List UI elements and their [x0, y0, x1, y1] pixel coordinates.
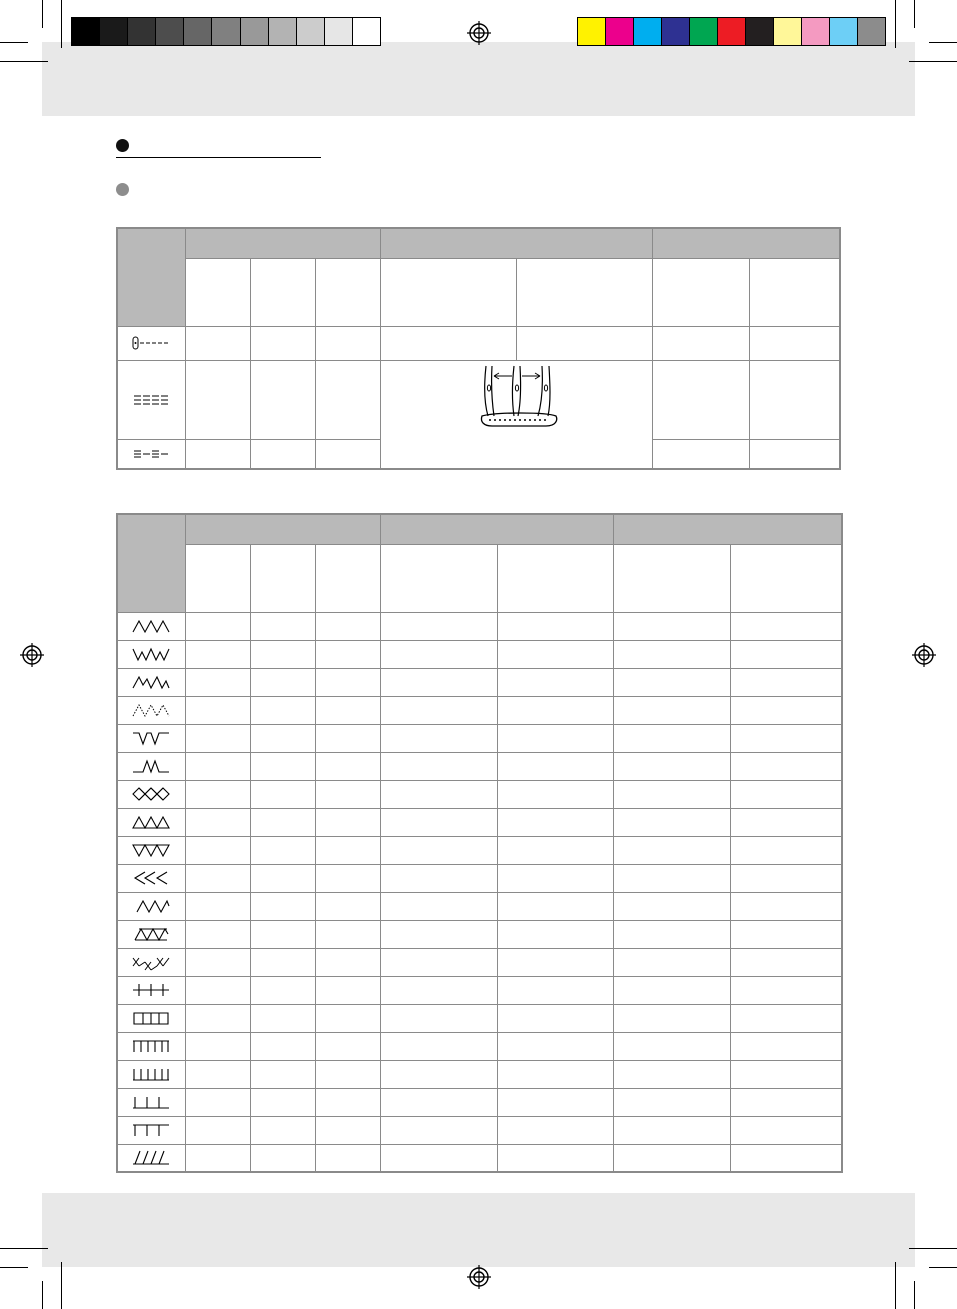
comb-up-stitch-icon — [117, 1060, 185, 1088]
data-cell — [613, 1088, 730, 1116]
triple-straight-dashed-stitch-icon — [117, 439, 185, 469]
data-cell — [380, 808, 497, 836]
color-swatch — [858, 18, 885, 45]
triple-straight-stitch-icon — [117, 360, 185, 439]
data-cell — [315, 1116, 380, 1144]
group-header-cell — [613, 514, 842, 544]
color-swatch — [606, 18, 634, 45]
color-swatch — [746, 18, 774, 45]
table-row — [117, 612, 842, 640]
color-swatch — [100, 18, 128, 45]
data-cell — [380, 864, 497, 892]
data-cell — [730, 612, 842, 640]
subheader-cell — [749, 258, 840, 326]
data-cell — [315, 836, 380, 864]
table-row — [117, 892, 842, 920]
data-cell — [380, 1060, 497, 1088]
data-cell — [315, 1088, 380, 1116]
data-cell — [250, 668, 315, 696]
data-cell — [250, 1032, 315, 1060]
data-cell — [250, 892, 315, 920]
data-cell — [250, 360, 315, 439]
table-row — [117, 1060, 842, 1088]
data-cell — [185, 752, 250, 780]
chevron-left-stitch-icon — [117, 864, 185, 892]
data-cell — [250, 976, 315, 1004]
table-row — [117, 864, 842, 892]
data-cell — [497, 752, 613, 780]
overlock-triangle-stitch-icon — [117, 920, 185, 948]
symbol-header-cell — [117, 228, 185, 326]
data-cell — [250, 920, 315, 948]
crop-mark — [61, 0, 62, 48]
data-cell — [185, 976, 250, 1004]
straight-stitch-table — [116, 227, 841, 470]
table-row — [117, 1032, 842, 1060]
subheader-cell — [315, 258, 380, 326]
subheader-cell — [380, 258, 516, 326]
subheader-cell — [516, 258, 652, 326]
data-cell — [250, 724, 315, 752]
data-cell — [380, 1116, 497, 1144]
data-cell — [185, 1116, 250, 1144]
table-row — [117, 640, 842, 668]
data-cell — [315, 752, 380, 780]
data-cell — [380, 1004, 497, 1032]
subheader-cell — [250, 258, 315, 326]
crop-mark — [0, 1248, 48, 1249]
table-row — [117, 948, 842, 976]
data-cell — [250, 1144, 315, 1172]
registration-mark-icon — [19, 642, 45, 668]
data-cell — [250, 439, 315, 469]
group-header-cell — [652, 228, 840, 258]
crop-mark — [895, 0, 896, 48]
data-cell — [250, 836, 315, 864]
color-swatch — [325, 18, 353, 45]
gray-calibration-swatches — [71, 17, 381, 46]
data-cell — [730, 724, 842, 752]
crop-mark — [914, 0, 915, 28]
data-cell — [315, 1004, 380, 1032]
table-row — [117, 696, 842, 724]
data-cell — [315, 1144, 380, 1172]
data-cell — [652, 326, 749, 360]
data-cell — [380, 1032, 497, 1060]
comb-down-stitch-icon — [117, 1032, 185, 1060]
data-cell — [730, 1004, 842, 1032]
data-cell — [315, 668, 380, 696]
box-frame-stitch-icon — [117, 1004, 185, 1032]
data-cell — [185, 696, 250, 724]
table-row — [117, 1116, 842, 1144]
data-cell — [613, 780, 730, 808]
zigzag-stitch-icon — [117, 612, 185, 640]
data-cell — [315, 920, 380, 948]
data-cell — [250, 864, 315, 892]
data-cell — [497, 864, 613, 892]
data-cell — [730, 640, 842, 668]
data-cell — [185, 1088, 250, 1116]
data-cell — [613, 1004, 730, 1032]
crop-mark — [42, 0, 43, 28]
data-cell — [613, 1060, 730, 1088]
data-cell — [250, 780, 315, 808]
data-cell — [380, 612, 497, 640]
data-cell — [250, 696, 315, 724]
data-cell — [185, 612, 250, 640]
data-cell — [380, 1088, 497, 1116]
data-cell — [613, 864, 730, 892]
data-cell — [497, 892, 613, 920]
data-cell — [315, 1032, 380, 1060]
table-row — [117, 808, 842, 836]
data-cell — [497, 640, 613, 668]
subheader-cell — [315, 544, 380, 612]
data-cell — [380, 326, 516, 360]
table-row — [117, 752, 842, 780]
color-swatch — [156, 18, 184, 45]
data-cell — [730, 780, 842, 808]
symbol-header-cell — [117, 514, 185, 612]
data-cell — [613, 752, 730, 780]
triangle-up-stitch-icon — [117, 808, 185, 836]
color-swatch — [578, 18, 606, 45]
color-swatch — [830, 18, 858, 45]
data-cell — [185, 864, 250, 892]
subheader-cell — [380, 544, 497, 612]
registration-mark-icon — [466, 20, 492, 46]
color-swatch — [212, 18, 240, 45]
data-cell — [185, 1004, 250, 1032]
table-row — [117, 976, 842, 1004]
table-row — [117, 668, 842, 696]
data-cell — [185, 920, 250, 948]
crop-mark — [929, 42, 957, 43]
data-cell — [613, 976, 730, 1004]
cross-zigzag-stitch-icon — [117, 780, 185, 808]
data-cell — [380, 892, 497, 920]
table-row — [117, 920, 842, 948]
data-cell — [185, 360, 250, 439]
crop-mark — [0, 42, 28, 43]
data-cell — [185, 439, 250, 469]
color-swatch — [72, 18, 100, 45]
data-cell — [497, 920, 613, 948]
color-swatch — [184, 18, 212, 45]
data-cell — [730, 752, 842, 780]
data-cell — [315, 724, 380, 752]
zigzag-offset-stitch-icon — [117, 892, 185, 920]
slanted-lines-stitch-icon — [117, 1144, 185, 1172]
crop-mark — [909, 1248, 957, 1249]
data-cell — [380, 640, 497, 668]
data-cell — [315, 640, 380, 668]
data-cell — [497, 1032, 613, 1060]
data-cell — [380, 780, 497, 808]
data-cell — [315, 808, 380, 836]
data-cell — [250, 948, 315, 976]
data-cell — [315, 696, 380, 724]
data-cell — [250, 640, 315, 668]
data-cell — [497, 808, 613, 836]
table-row — [117, 326, 840, 360]
data-cell — [380, 836, 497, 864]
table-row — [117, 836, 842, 864]
subheader-cell — [652, 258, 749, 326]
crop-mark — [0, 61, 48, 62]
data-cell — [185, 836, 250, 864]
data-cell — [516, 326, 652, 360]
data-cell — [749, 439, 840, 469]
subsection-bullet-icon — [116, 183, 129, 196]
straight-stitch-center-needle-icon — [117, 326, 185, 360]
data-cell — [185, 640, 250, 668]
data-cell — [185, 892, 250, 920]
data-cell — [497, 612, 613, 640]
color-swatch — [269, 18, 297, 45]
data-cell — [730, 668, 842, 696]
data-cell — [613, 696, 730, 724]
table-row — [117, 780, 842, 808]
color-swatch — [718, 18, 746, 45]
crop-mark — [61, 1262, 62, 1309]
data-cell — [730, 808, 842, 836]
data-cell — [315, 864, 380, 892]
data-cell — [749, 326, 840, 360]
data-cell — [315, 326, 380, 360]
data-cell — [250, 1088, 315, 1116]
data-cell — [315, 360, 380, 439]
data-cell — [497, 1004, 613, 1032]
crop-mark — [914, 1281, 915, 1309]
data-cell — [730, 976, 842, 1004]
color-swatch — [802, 18, 830, 45]
data-cell — [613, 640, 730, 668]
data-cell — [315, 439, 380, 469]
table-row — [117, 1088, 842, 1116]
data-cell — [497, 724, 613, 752]
data-cell — [652, 360, 749, 439]
section-bullet-icon — [116, 139, 129, 152]
data-cell — [749, 360, 840, 439]
plus-line-stitch-icon — [117, 976, 185, 1004]
data-cell — [185, 668, 250, 696]
data-cell — [497, 1144, 613, 1172]
data-cell — [730, 696, 842, 724]
data-cell — [185, 808, 250, 836]
data-cell — [613, 1032, 730, 1060]
data-cell — [497, 1088, 613, 1116]
triangle-down-stitch-icon — [117, 836, 185, 864]
data-cell — [613, 724, 730, 752]
data-cell — [250, 326, 315, 360]
data-cell — [250, 808, 315, 836]
inverted-zigzag-stitch-icon — [117, 640, 185, 668]
data-cell — [730, 892, 842, 920]
data-cell — [315, 1060, 380, 1088]
data-cell — [315, 976, 380, 1004]
data-cell — [613, 892, 730, 920]
data-cell — [380, 724, 497, 752]
data-cell — [613, 1144, 730, 1172]
data-cell — [497, 1116, 613, 1144]
data-cell — [380, 1144, 497, 1172]
data-cell — [315, 780, 380, 808]
data-cell — [185, 1032, 250, 1060]
data-cell — [315, 892, 380, 920]
data-cell — [730, 1032, 842, 1060]
data-cell — [613, 1116, 730, 1144]
data-cell — [380, 752, 497, 780]
data-cell — [250, 612, 315, 640]
data-cell — [185, 780, 250, 808]
data-cell — [613, 668, 730, 696]
data-cell — [250, 1116, 315, 1144]
data-cell — [730, 864, 842, 892]
data-cell — [315, 948, 380, 976]
data-cell — [250, 1060, 315, 1088]
sparse-comb-up-stitch-icon — [117, 1088, 185, 1116]
data-cell — [380, 976, 497, 1004]
color-calibration-swatches — [577, 17, 886, 46]
data-cell — [497, 1060, 613, 1088]
table-row — [117, 360, 840, 439]
crop-mark — [929, 1267, 957, 1268]
blind-hem-stitch-icon — [117, 752, 185, 780]
data-cell — [497, 836, 613, 864]
data-cell — [730, 1088, 842, 1116]
subheader-cell — [185, 544, 250, 612]
data-cell — [250, 1004, 315, 1032]
table-row — [117, 724, 842, 752]
data-cell — [497, 780, 613, 808]
color-swatch — [353, 18, 380, 45]
data-cell — [380, 948, 497, 976]
table-row — [117, 1004, 842, 1032]
data-cell — [185, 1144, 250, 1172]
group-header-cell — [185, 514, 380, 544]
sparse-comb-down-stitch-icon — [117, 1116, 185, 1144]
data-cell — [185, 948, 250, 976]
data-cell — [730, 948, 842, 976]
presser-foot-illustration-cell — [380, 360, 652, 469]
data-cell — [250, 752, 315, 780]
data-cell — [652, 439, 749, 469]
data-cell — [380, 668, 497, 696]
color-swatch — [774, 18, 802, 45]
data-cell — [613, 836, 730, 864]
registration-mark-icon — [911, 642, 937, 668]
twin-needle-presser-foot-icon — [476, 364, 566, 432]
color-swatch — [241, 18, 269, 45]
subheader-cell — [250, 544, 315, 612]
data-cell — [613, 948, 730, 976]
data-cell — [613, 920, 730, 948]
data-cell — [497, 668, 613, 696]
data-cell — [730, 1144, 842, 1172]
crop-mark — [0, 1267, 28, 1268]
subheader-cell — [185, 258, 250, 326]
data-cell — [185, 1060, 250, 1088]
subheader-cell — [497, 544, 613, 612]
blind-hem-inverted-stitch-icon — [117, 724, 185, 752]
data-cell — [730, 1060, 842, 1088]
data-cell — [185, 724, 250, 752]
data-cell — [380, 696, 497, 724]
data-cell — [497, 948, 613, 976]
color-swatch — [662, 18, 690, 45]
zigzag-stitch-table — [116, 513, 843, 1173]
multi-zigzag-stitch-icon — [117, 668, 185, 696]
data-cell — [497, 976, 613, 1004]
data-cell — [613, 808, 730, 836]
group-header-cell — [380, 514, 613, 544]
color-swatch — [297, 18, 325, 45]
color-swatch — [690, 18, 718, 45]
subheader-cell — [730, 544, 842, 612]
data-cell — [185, 326, 250, 360]
cross-stitch-icon — [117, 948, 185, 976]
data-cell — [730, 1116, 842, 1144]
color-swatch — [128, 18, 156, 45]
data-cell — [613, 612, 730, 640]
color-swatch — [634, 18, 662, 45]
registration-mark-icon — [466, 1264, 492, 1290]
section-heading-underline — [116, 157, 321, 158]
top-band — [42, 42, 915, 116]
subheader-cell — [613, 544, 730, 612]
data-cell — [315, 612, 380, 640]
crop-mark — [909, 61, 957, 62]
data-cell — [730, 836, 842, 864]
group-header-cell — [380, 228, 652, 258]
dotted-zigzag-stitch-icon — [117, 696, 185, 724]
data-cell — [730, 920, 842, 948]
group-header-cell — [185, 228, 380, 258]
crop-mark — [895, 1262, 896, 1309]
data-cell — [380, 920, 497, 948]
data-cell — [497, 696, 613, 724]
table-row — [117, 1144, 842, 1172]
bottom-band — [42, 1193, 915, 1267]
crop-mark — [42, 1281, 43, 1309]
